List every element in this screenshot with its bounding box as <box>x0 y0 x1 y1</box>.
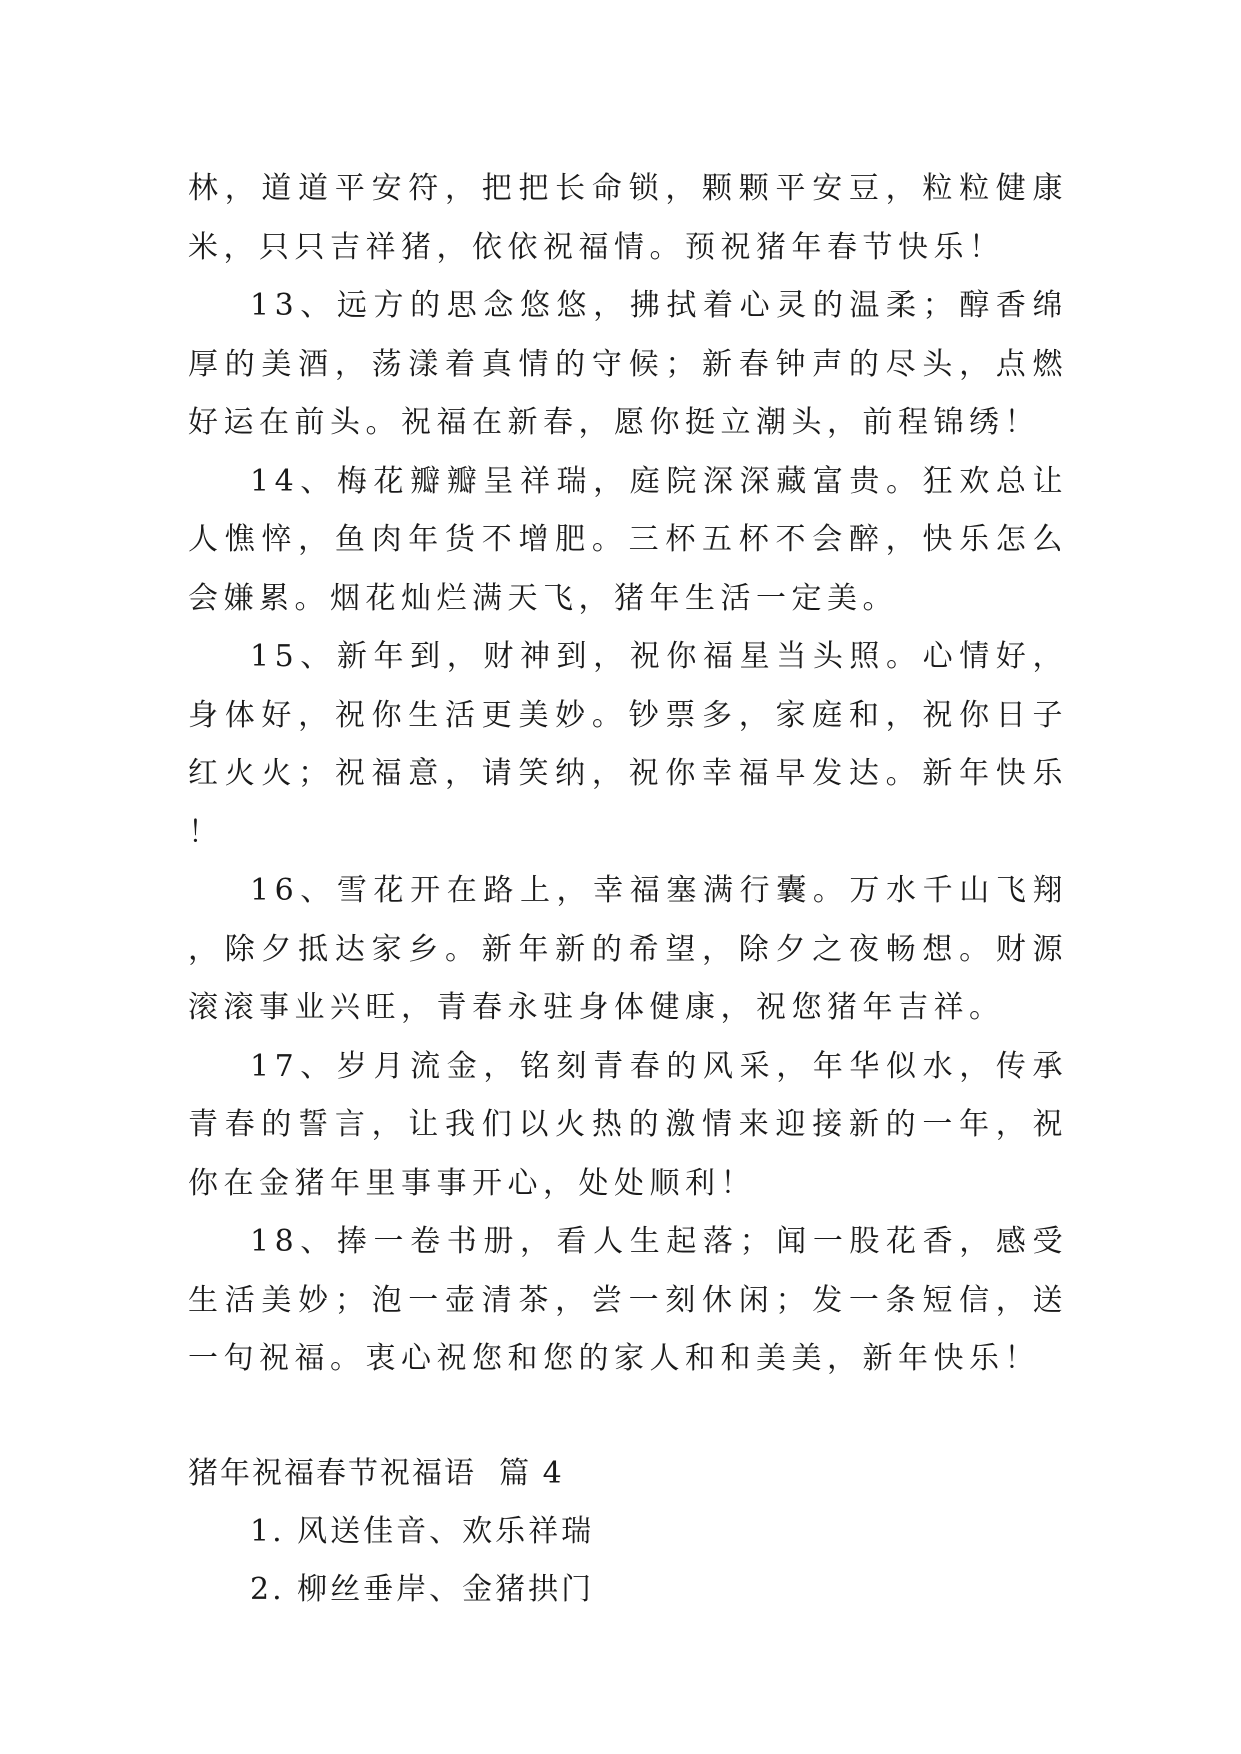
paragraph-item-15: 15、新年到，财神到，祝你福星当头照。心情好，身体好，祝你生活更美妙。钞票多，家庭和，祝你日子红火火；祝福意，请笑纳，祝你幸福早发达。新年快乐！ <box>188 639 1068 850</box>
paragraph-item-13: 13、远方的思念悠悠，拂拭着心灵的温柔；醇香绵厚的美酒，荡漾着真情的守候；新春钟声的尽头，点燃好运在前头。祝福在新春，愿你挺立潮头，前程锦绣！ <box>188 288 1068 440</box>
list-item-2: 2. 柳丝垂岸、金猪拱门 <box>250 1571 595 1607</box>
paragraph-continuation: 林，道道平安符，把把长命锁，颗颗平安豆，粒粒健康米，只只吉祥猪，依依祝福情。预祝猪年春节快乐！ <box>188 171 1068 265</box>
paragraph-item-16: 16、雪花开在路上，幸福塞满行囊。万水千山飞翔，除夕抵达家乡。新年新的希望，除夕之夜畅想。财源滚滚事业兴旺，青春永驻身体健康，祝您猪年吉祥。 <box>188 873 1068 1025</box>
paragraph-item-14: 14、梅花瓣瓣呈祥瑞，庭院深深藏富贵。狂欢总让人憔悴，鱼肉年货不增肥。三杯五杯不会醉，快乐怎么会嫌累。烟花灿烂满天飞，猪年生活一定美。 <box>188 463 1068 616</box>
section-heading: 猪年祝福春节祝福语 篇 4 <box>188 1455 564 1491</box>
paragraph-item-18: 18、捧一卷书册，看人生起落；闻一股花香，感受生活美妙；泡一壶清茶，尝一刻休闲；发一条短信，送一句祝福。衷心祝您和您的家人和和美美，新年快乐！ <box>188 1224 1068 1376</box>
list-item-1: 1. 风送佳音、欢乐祥瑞 <box>250 1513 595 1549</box>
document-body <box>188 160 1068 1619</box>
paragraph-item-17: 17、岁月流金，铭刻青春的风采，年华似水，传承青春的誓言，让我们以火热的激情来迎接新的一年，祝你在金猪年里事事开心，处处顺利！ <box>188 1048 1068 1201</box>
